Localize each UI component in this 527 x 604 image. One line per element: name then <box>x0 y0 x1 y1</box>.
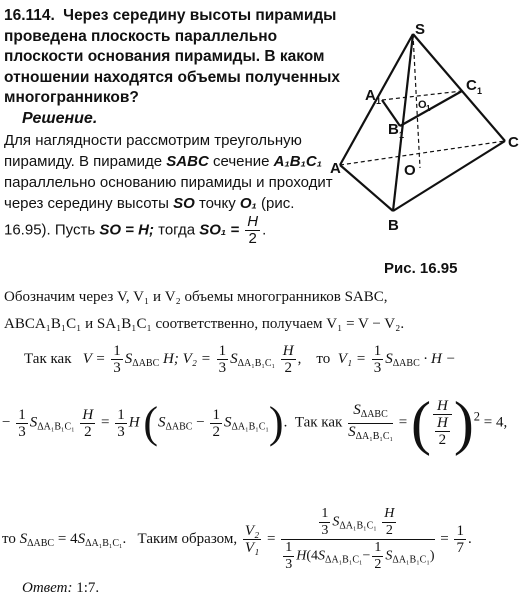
edge-b1c1 <box>400 91 462 126</box>
frac-1-7 <box>454 523 466 556</box>
num: V₂ <box>244 523 260 539</box>
label-c1: C <box>466 77 477 94</box>
minus: − <box>2 414 11 431</box>
s-abc-3: S <box>157 414 166 431</box>
label-b1: B <box>388 121 399 138</box>
edge-ac-hidden <box>340 141 505 165</box>
frac-1-3 <box>111 343 123 376</box>
s: S <box>332 514 340 530</box>
solution-text-4: точку <box>198 195 236 212</box>
figure-caption: Рис. 16.95 <box>384 260 458 277</box>
den: 2 <box>284 360 292 376</box>
square: 2 <box>473 409 481 424</box>
s-abc: S <box>124 350 133 367</box>
s-a1b1c1-2: S <box>29 414 38 431</box>
frac-h-2-b <box>80 407 95 440</box>
sub: ΔA₁B₁C₁ <box>355 430 394 442</box>
frac-den: 2 <box>248 230 257 247</box>
sub-abc: ΔABC <box>132 357 160 369</box>
sub-a1: 1 <box>376 96 382 106</box>
edge-ab <box>340 165 393 211</box>
so-equation: SO = H; <box>99 221 154 239</box>
inner-num: H <box>436 415 448 431</box>
sub: ΔA₁B₁C₁ <box>392 554 430 566</box>
num: H <box>433 398 452 415</box>
frac-area-ratio <box>348 402 393 445</box>
h-over-2 <box>245 214 260 247</box>
s: S <box>385 548 393 564</box>
s: S <box>353 401 361 418</box>
sub: ΔABC <box>360 408 388 420</box>
n4: 1 <box>374 540 382 555</box>
to: то <box>316 350 331 367</box>
num: 1 <box>113 343 121 359</box>
problem-number: 16.114. <box>4 7 55 24</box>
n1: 1 <box>321 506 329 521</box>
math-line-2: ABCA₁B₁C₁ и SA₁B₁C₁ соответственно, получаем V₁ = V − V₂. <box>4 316 405 332</box>
sub-b1: 1 <box>399 130 405 140</box>
n2: H <box>384 506 395 521</box>
frac-1-3-e <box>115 407 127 440</box>
eq-4s: = 4 <box>57 530 78 547</box>
label-a1: A <box>365 87 376 104</box>
s-a1b1c1-4: S <box>77 530 86 547</box>
label-a: A <box>330 160 341 177</box>
den: 2 <box>212 423 220 440</box>
label-o: O <box>404 162 416 179</box>
frac-v2-v1 <box>243 523 261 556</box>
math-line-4: − $\frac{1}{3}$ $S_{\Delta A_1B_1C_1}$ $\frac{H}{2}$ = $\frac{1}{3}$ H ($S_{\Delta ABC}$ − $\frac{1}{2}$ $S_{\Delta A_1B_1C_1}$). Так как $\frac{S_{\Delta ABC}}{S_{\Delta A_1B_1C_1}}$ = ( $\frac{H}{\frac{H}{2}}$ )$^2$ = 4, <box>2 390 508 456</box>
solution-paragraph <box>4 130 339 247</box>
solution-label: Решение. <box>22 110 98 127</box>
equals-3: = <box>267 530 276 547</box>
num: 1 <box>218 343 227 359</box>
den: 2 <box>84 423 92 440</box>
takim-obrazom: Таким образом, <box>137 530 238 547</box>
frac-big: $\frac{1}{3}$ $S_{\Delta A_1B_1C_1}$ $\frac{H}{2}$ $\frac{1}{3}$ $H(4S_{\Delta A_1B_1C_1}-$ $\frac{1}{2}$ $S_{\Delta A_1B_1C_1}$) <box>281 506 434 573</box>
d3: 3 <box>285 557 293 572</box>
answer-value: 1:7. <box>76 580 100 596</box>
sub-abc-3: ΔABC <box>165 421 193 433</box>
s: S <box>348 423 356 440</box>
solution-text-6: тогда <box>158 221 196 239</box>
sub-a1b1c1-3: ΔA₁B₁C₁ <box>231 421 269 433</box>
sub-abc-2: ΔABC <box>392 357 420 369</box>
frac-num: H <box>247 213 259 230</box>
s-a1b1c1: S <box>230 350 238 367</box>
answer-label: Ответ: <box>22 580 73 596</box>
so1-equation: SO₁ = <box>199 221 240 239</box>
math-line-1: Обозначим через V, V₁ и V₂ объемы многогранников SABC, <box>4 289 388 305</box>
sub-o1: 1 <box>426 104 431 113</box>
section-name: A₁B₁C₁ <box>273 153 322 170</box>
solution-text-1: Для наглядности рассмотрим треугольную пирамиду. В пирамиде <box>4 132 302 170</box>
d4: 2 <box>374 557 382 572</box>
frac-1-3-b <box>217 343 229 376</box>
frac-1-3-c <box>372 343 384 376</box>
num: 1 <box>373 343 382 359</box>
num: H <box>82 406 94 423</box>
to-2: то <box>2 530 16 547</box>
d2: 2 <box>385 523 393 538</box>
four: 4 <box>311 548 319 564</box>
answer <box>22 580 99 597</box>
den: V₁ <box>244 540 260 556</box>
frac-h-h2 <box>433 398 452 448</box>
solution-text-3: параллельно основанию пирамиды и проходит через середину высоты <box>4 174 333 212</box>
height-name: SO <box>173 195 195 212</box>
tak-kak: Так как <box>24 350 72 367</box>
solution-text-5: (рис. 16.95). Пусть <box>4 195 295 239</box>
den: 3 <box>373 360 382 376</box>
equals-4: = <box>440 530 449 547</box>
sub-abc-4: ΔABC <box>27 537 55 549</box>
frac-1-3-d <box>16 407 28 440</box>
num: 1 <box>117 406 125 423</box>
den: 3 <box>117 423 125 440</box>
minus-2: − <box>196 414 205 431</box>
den: 3 <box>218 360 227 376</box>
eq-4: = 4, <box>483 414 508 431</box>
h: H <box>128 414 140 431</box>
pyramid-name: SABC <box>166 153 209 170</box>
den: 7 <box>456 540 464 556</box>
h: H <box>296 548 307 564</box>
num: 1 <box>18 406 26 423</box>
num: 1 <box>212 406 220 423</box>
period: . <box>262 221 267 239</box>
math-line-3: Так как V = $\frac{1}{3}$ $S_{\Delta ABC}$ H; V₂ = $\frac{1}{3}$ $S_{\Delta A_1B_1C_1}$ $\frac{H}{2}$ , то V₁ = $\frac{1}{3}$ $S_{\Delta ABC} \cdot H$ − <box>24 343 456 376</box>
num: H <box>282 343 294 359</box>
pyramid-figure <box>330 20 525 250</box>
den: 3 <box>18 423 26 440</box>
point-o1: O₁ <box>239 195 257 212</box>
den: 3 <box>113 360 121 376</box>
frac-1-2 <box>210 407 222 440</box>
math-line-5: то $S_{\Delta ABC} = 4S_{\Delta A_1B_1C_1}$. Таким образом, $\frac{\text{V₂}}{\text{V₁}}$ = $\frac{1}{3}$ $S_{\Delta A_1B_1C_1}$ $\frac{H}{2}$ $\frac{1}{3}$ $H(4S_{\Delta A_1B_1C_1}-$ $\frac{1}{2}$ $S_{\Delta A_1B_1C_1}$) = $\frac{1}{7}$ . <box>2 506 472 572</box>
sub-a1b1c1-2: ΔA₁B₁C₁ <box>37 421 75 433</box>
problem-statement <box>4 6 344 109</box>
sub: ΔA₁B₁C₁ <box>325 554 363 566</box>
label-c: C <box>508 134 519 151</box>
sub-c1: 1 <box>477 86 483 96</box>
problem-text: Через середину высоты пирамиды проведена плоскость параллельно плоскости основания пирамиды. В каком отношении находятся объемы полученных многогранников? <box>4 7 340 106</box>
label-b: B <box>388 217 399 234</box>
s-a1b1c1-3: S <box>223 414 232 431</box>
d1: 3 <box>321 523 329 538</box>
s-abc-2: S <box>385 350 393 367</box>
sub-a1b1c1: ΔA₁B₁C₁ <box>237 357 276 369</box>
edge-sc <box>413 34 505 141</box>
label-s: S <box>415 21 426 38</box>
v-eq: V = <box>82 350 106 367</box>
sub: ΔA₁B₁C₁ <box>339 520 377 532</box>
h-v2-eq: H; V₂ = <box>163 350 211 367</box>
solution-text-2: сечение <box>212 153 270 170</box>
label-o1: O <box>418 99 427 111</box>
inner-den: 2 <box>438 432 447 448</box>
v1-eq: V₁ = <box>337 350 366 367</box>
n3: 1 <box>285 540 293 555</box>
num: 1 <box>456 523 464 539</box>
tak-kak-2: Так как <box>294 414 343 431</box>
equals-2: = <box>398 414 408 431</box>
frac-h-2 <box>281 343 296 376</box>
equals: = <box>101 414 110 431</box>
sub-a1b1c1-4: ΔA₁B₁C₁ <box>85 537 123 549</box>
times-h-minus: · H − <box>423 350 456 367</box>
s-abc-4: S <box>19 530 28 547</box>
s: S <box>318 548 326 564</box>
